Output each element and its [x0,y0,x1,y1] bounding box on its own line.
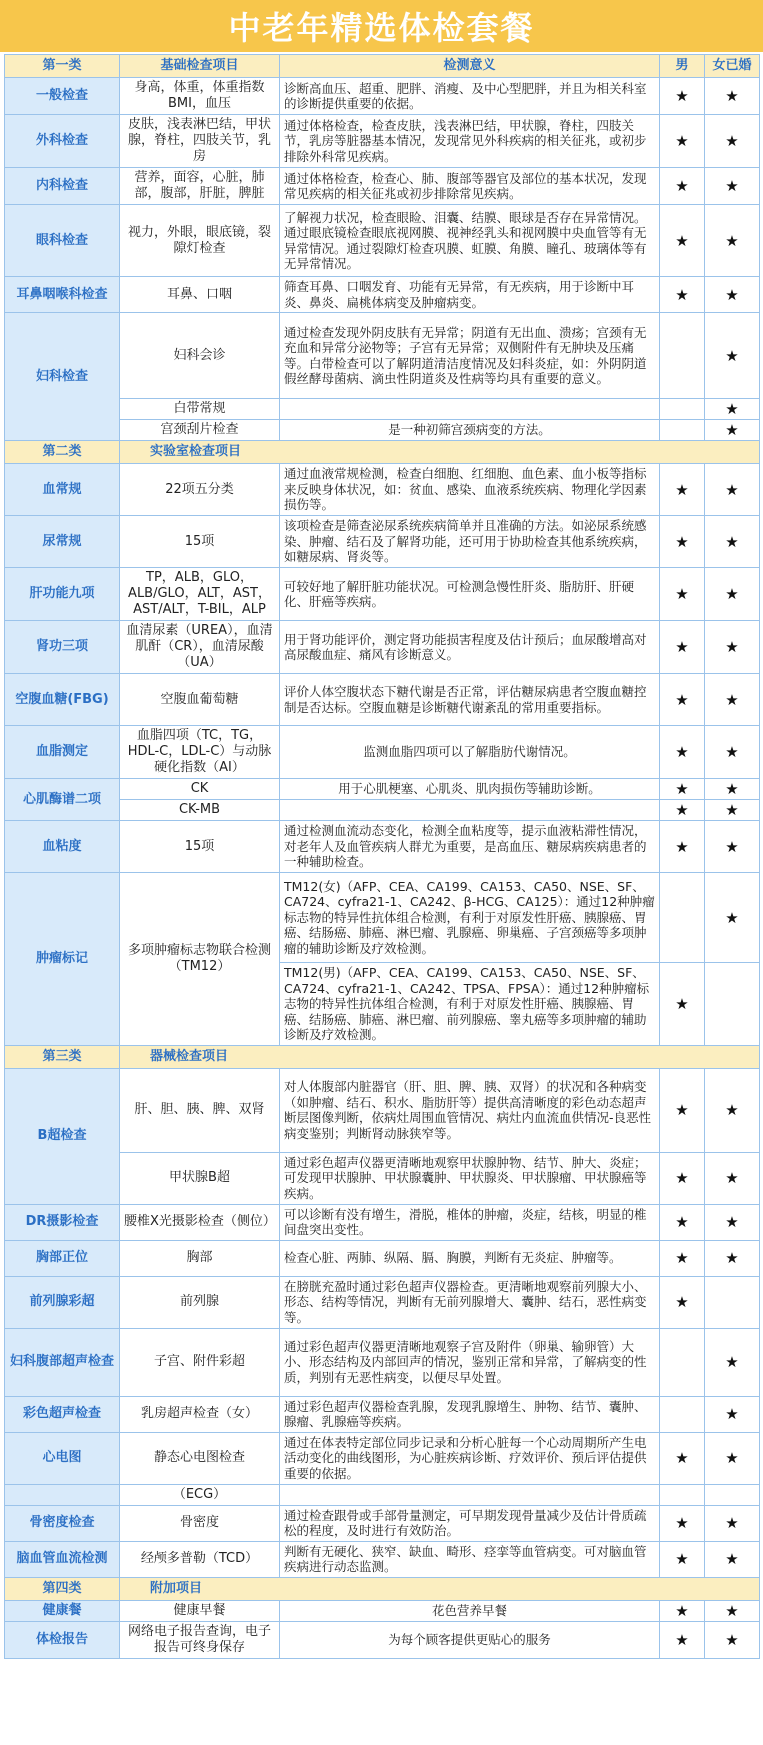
male-star-icon: ★ [660,1541,705,1577]
description-cell: 诊断高血压、超重、肥胖、消瘦、及中心型肥胖，并且为相关科室的诊断提供重要的依据。 [280,78,660,115]
male-star-icon: ★ [660,1204,705,1240]
table-row [5,313,760,399]
category-cell: 肿瘤标记 [5,873,120,1046]
item-cell: 血脂四项（TC，TG，HDL-C，LDL-C）与动脉硬化指数（AI） [120,726,280,779]
description-cell: 通过血液常规检测，检查白细胞、红细胞、血色素、血小板等指标来反映身体状况，如：贫血、感染、血液系统疾病、物理化学因素损伤等。 [280,464,660,516]
male-star-icon: ★ [660,726,705,779]
category-cell: 空腹血糖(FBG) [5,674,120,726]
table-row [5,621,760,674]
description-cell: 可以诊断有没有增生，滑脱，椎体的肿瘤，炎症，结核，明显的椎间盘突出变性。 [280,1204,660,1240]
description-cell: 为每个顾客提供更贴心的服务 [280,1621,660,1658]
female-star-icon: ★ [705,621,760,674]
female-star-icon: ★ [705,873,760,963]
item-cell: 网络电子报告查询，电子报告可终身保存 [120,1621,280,1658]
male-star-icon: ★ [660,115,705,168]
female-star-icon: ★ [705,1505,760,1541]
table-row [5,1068,760,1152]
category-cell [5,1484,120,1505]
header-col5: 女已婚 [705,55,760,78]
male-empty-cell [660,399,705,420]
table-row [5,464,760,516]
table-row [5,1505,760,1541]
female-star-icon: ★ [705,821,760,873]
category-cell: 尿常规 [5,516,120,568]
item-cell: 15项 [120,821,280,873]
description-cell: 通过彩色超声仪器更清晰地观察甲状腺肿物、结节、肿大、炎症；可发现甲状腺肿、甲状腺囊肿、甲状腺炎、甲状腺瘤、甲状腺癌等疾病。 [280,1152,660,1204]
item-cell: 营养，面容，心脏，肺部，腹部，肝脏，脾脏 [120,168,280,205]
table-row [5,516,760,568]
item-cell: 白带常规 [120,399,280,420]
item-cell: 空腹血葡萄糖 [120,674,280,726]
table-row [5,1276,760,1328]
item-cell: 血清尿素（UREA），血清肌酐（CR），血清尿酸（UA） [120,621,280,674]
category-cell: 肝功能九项 [5,568,120,621]
description-cell: 是一种初筛宫颈病变的方法。 [280,420,660,441]
item-cell: 前列腺 [120,1276,280,1328]
female-star-icon: ★ [705,205,760,277]
item-cell: 耳鼻、口咽 [120,277,280,313]
male-star-icon: ★ [660,516,705,568]
female-star-icon: ★ [705,800,760,821]
description-cell [280,800,660,821]
description-cell: 花色营养早餐 [280,1600,660,1621]
male-empty-cell [660,1328,705,1396]
table-row [5,779,760,800]
female-star-icon: ★ [705,568,760,621]
female-star-icon: ★ [705,1240,760,1276]
category-cell: 胸部正位 [5,1240,120,1276]
description-cell: TM12(女)（AFP、CEA、CA199、CA153、CA50、NSE、SF、CA724、cyfra21-1、CA242、β-HCG、CA125）：通过12种肿瘤标志物的特异性抗体组合检测，有利于对原发性肝癌、胰腺癌、胃癌、结肠癌、肺癌、淋巴瘤、乳腺癌、卵巢癌、子宫颈癌等多项肿瘤的辅助诊断及疗效检测。 [280,873,660,963]
male-star-icon: ★ [660,1505,705,1541]
category-cell: 心肌酶谱二项 [5,779,120,821]
table-row [5,277,760,313]
category-cell: 健康餐 [5,1600,120,1621]
male-star-icon: ★ [660,1621,705,1658]
table-row [5,1240,760,1276]
item-cell: 皮肤，浅表淋巴结，甲状腺，脊柱，四肢关节，乳房 [120,115,280,168]
section-name: 附加项目 [120,1577,760,1600]
section-label: 第三类 [5,1045,120,1068]
description-cell: 通过体格检查，检查皮肤，浅表淋巴结，甲状腺，脊柱，四肢关节，乳房等脏器基本情况，发现常见外科疾病的相关征兆，或初步排除外科常见疾病。 [280,115,660,168]
female-star-icon: ★ [705,464,760,516]
table-header [5,55,760,78]
category-cell: 一般检查 [5,78,120,115]
male-star-icon: ★ [660,1152,705,1204]
category-cell: 耳鼻咽喉科检查 [5,277,120,313]
female-star-icon: ★ [705,726,760,779]
item-cell: 子宫、附件彩超 [120,1328,280,1396]
female-star-icon: ★ [705,516,760,568]
male-star-icon: ★ [660,277,705,313]
table-row [5,726,760,779]
male-empty-cell [660,873,705,963]
female-empty-cell [705,1276,760,1328]
page-title: 中老年精选体检套餐 [228,9,535,47]
description-cell: 评价人体空腹状态下糖代谢是否正常，评估糖尿病患者空腹血糖控制是否达标。空腹血糖是诊断糖代谢紊乱的常用重要指标。 [280,674,660,726]
category-cell: 脑血管血流检测 [5,1541,120,1577]
female-star-icon: ★ [705,399,760,420]
female-star-icon: ★ [705,1600,760,1621]
table-row [5,1396,760,1432]
male-empty-cell [660,1396,705,1432]
table-row [5,1600,760,1621]
female-star-icon: ★ [705,1432,760,1484]
description-cell: 用于心肌梗塞、心肌炎、肌肉损伤等辅助诊断。 [280,779,660,800]
table-row [5,1328,760,1396]
male-empty-cell [660,420,705,441]
description-cell: 监测血脂四项可以了解脂肪代谢情况。 [280,726,660,779]
female-star-icon: ★ [705,1152,760,1204]
male-empty-cell [660,1484,705,1505]
category-cell: 妇科检查 [5,313,120,441]
male-star-icon: ★ [660,464,705,516]
male-star-icon: ★ [660,779,705,800]
female-star-icon: ★ [705,1396,760,1432]
item-cell: 乳房超声检查（女） [120,1396,280,1432]
item-cell: 骨密度 [120,1505,280,1541]
male-star-icon: ★ [660,1432,705,1484]
category-cell: 眼科检查 [5,205,120,277]
description-cell: 用于肾功能评价，测定肾功能损害程度及估计预后；血尿酸增高对高尿酸血症、痛风有诊断意义。 [280,621,660,674]
male-star-icon: ★ [660,168,705,205]
table-row [5,1621,760,1658]
table-row [5,115,760,168]
description-cell: 通过检查发现外阴皮肤有无异常；阴道有无出血、溃疡；宫颈有无充血和异常分泌物等；子宫有无异常；双侧附件有无肿块及压痛等。白带检查可以了解阴道清洁度情况及妇科炎症，如：外阴阴道假丝酵母菌病、滴虫性阴道炎及性病等均具有重要的意义。 [280,313,660,399]
table-row [5,1432,760,1484]
section-row [5,441,760,464]
female-empty-cell [705,963,760,1046]
table-row [5,168,760,205]
item-cell: 健康早餐 [120,1600,280,1621]
male-star-icon: ★ [660,963,705,1046]
item-cell: 胸部 [120,1240,280,1276]
female-star-icon: ★ [705,313,760,399]
header-col4: 男 [660,55,705,78]
checkup-table [4,54,760,1659]
item-cell: 腰椎X光摄影检查（侧位） [120,1204,280,1240]
female-star-icon: ★ [705,277,760,313]
item-cell: 妇科会诊 [120,313,280,399]
male-star-icon: ★ [660,568,705,621]
description-cell: 该项检查是筛查泌尿系统疾病简单并且准确的方法。如泌尿系统感染、肿瘤、结石及了解肾功能，还可用于协助检查其他系统疾病，如糖尿病、肾炎等。 [280,516,660,568]
female-star-icon: ★ [705,1541,760,1577]
category-cell: 体检报告 [5,1621,120,1658]
header-col1: 第一类 [5,55,120,78]
section-label: 第四类 [5,1577,120,1600]
description-cell: 检查心脏、两肺、纵隔、膈、胸膜，判断有无炎症、肿瘤等。 [280,1240,660,1276]
item-cell: 视力，外眼，眼底镜，裂隙灯检查 [120,205,280,277]
description-cell [280,1484,660,1505]
header-col2: 基础检查项目 [120,55,280,78]
description-cell: 判断有无硬化、狭窄、缺血、畸形、痉挛等血管病变。可对脑血管疾病进行动态监测。 [280,1541,660,1577]
male-star-icon: ★ [660,1276,705,1328]
female-star-icon: ★ [705,115,760,168]
male-star-icon: ★ [660,1068,705,1152]
section-label: 第二类 [5,441,120,464]
item-cell: 经颅多普勒（TCD） [120,1541,280,1577]
item-cell: 宫颈刮片检查 [120,420,280,441]
item-cell: 静态心电图检查 [120,1432,280,1484]
item-cell: 甲状腺B超 [120,1152,280,1204]
female-star-icon: ★ [705,168,760,205]
description-cell: 通过彩色超声仪器更清晰地观察子宫及附件（卵巢、输卵管）大小、形态结构及内部回声的情况，鉴别正常和异常，了解病变的性质，判别有无恶性病变，以便尽早处置。 [280,1328,660,1396]
item-cell: 肝、胆、胰、脾、双肾 [120,1068,280,1152]
male-star-icon: ★ [660,205,705,277]
table-row [5,568,760,621]
male-star-icon: ★ [660,1240,705,1276]
table-row [5,821,760,873]
table-row [5,1541,760,1577]
category-cell: 心电图 [5,1432,120,1484]
description-cell: 对人体腹部内脏器官（肝、胆、脾、胰、双肾）的状况和各种病变（如肿瘤、结石、积水、脂肪肝等）提供高清晰度的彩色动态超声断层图像判断，依病灶周围血管情况、病灶内血流血供情况-良恶性病变鉴别；判断肾动脉狭窄等。 [280,1068,660,1152]
male-star-icon: ★ [660,621,705,674]
female-star-icon: ★ [705,674,760,726]
description-cell: 可较好地了解肝脏功能状况。可检测急慢性肝炎、脂肪肝、肝硬化、肝癌等疾病。 [280,568,660,621]
female-star-icon: ★ [705,779,760,800]
male-star-icon: ★ [660,821,705,873]
male-star-icon: ★ [660,800,705,821]
title-bar [0,0,763,54]
description-cell: 通过彩色超声仪器检查乳腺，发现乳腺增生、肿物、结节、囊肿、腺瘤、乳腺癌等疾病。 [280,1396,660,1432]
description-cell: 通过检查跟骨或手部骨量测定，可早期发现骨量减少及估计骨质疏松的程度，及时进行有效防治。 [280,1505,660,1541]
category-cell: 彩色超声检查 [5,1396,120,1432]
category-cell: 肾功三项 [5,621,120,674]
category-cell: 骨密度检查 [5,1505,120,1541]
male-star-icon: ★ [660,78,705,115]
male-star-icon: ★ [660,674,705,726]
female-star-icon: ★ [705,78,760,115]
female-star-icon: ★ [705,420,760,441]
description-cell: TM12(男)（AFP、CEA、CA199、CA153、CA50、NSE、SF、CA724、cyfra21-1、CA242、TPSA、FPSA）：通过12种肿瘤标志物的特异性抗体组合检测，有利于对原发性肝癌、胰腺癌、胃癌、结肠癌、肺癌、淋巴瘤、前列腺癌、睾丸癌等多项肿瘤的辅助诊断及疗效检测。 [280,963,660,1046]
description-cell: 通过检测血流动态变化，检测全血粘度等，提示血液粘滞性情况，对老年人及血管疾病人群尤为重要，是高血压、糖尿病疾病患者的一种辅助检查。 [280,821,660,873]
category-cell: 外科检查 [5,115,120,168]
item-cell: 22项五分类 [120,464,280,516]
male-empty-cell [660,313,705,399]
category-cell: DR摄影检查 [5,1204,120,1240]
header-col3: 检测意义 [280,55,660,78]
item-cell: CK-MB [120,800,280,821]
description-cell: 通过在体表特定部位同步记录和分析心脏每一个心动周期所产生电活动变化的曲线图形，为心脏疾病诊断、疗效评价、预后评估提供重要的依据。 [280,1432,660,1484]
table-row [5,205,760,277]
description-cell: 在膀胱充盈时通过彩色超声仪器检查。更清晰地观察前列腺大小、形态、结构等情况，判断有无前列腺增大、囊肿、结石，恶性病变等。 [280,1276,660,1328]
category-cell: 妇科腹部超声检查 [5,1328,120,1396]
item-cell: 15项 [120,516,280,568]
category-cell: 血粘度 [5,821,120,873]
category-cell: 血常规 [5,464,120,516]
description-cell [280,399,660,420]
female-star-icon: ★ [705,1204,760,1240]
description-cell: 了解视力状况，检查眼睑、泪囊、结膜、眼球是否存在异常情况。通过眼底镜检查眼底视网膜、视神经乳头和视网膜中央血管等有无异常情况。通过裂隙灯检查巩膜、虹膜、角膜、瞳孔、玻璃体等有无异常情况。 [280,205,660,277]
description-cell: 筛查耳鼻、口咽发育、功能有无异常，有无疾病，用于诊断中耳炎、鼻炎、扁桃体病变及肿瘤病变。 [280,277,660,313]
female-empty-cell [705,1484,760,1505]
item-cell: TP，ALB，GLO，ALB/GLO，ALT，AST，AST/ALT，T-BIL，ALP [120,568,280,621]
section-row [5,1045,760,1068]
male-star-icon: ★ [660,1600,705,1621]
table-row [5,674,760,726]
table-row [5,78,760,115]
category-cell: 内科检查 [5,168,120,205]
description-cell: 通过体格检查，检查心、肺、腹部等器官及部位的基本状况，发现常见疾病的相关征兆或初步排除常见疾病。 [280,168,660,205]
category-cell: 血脂测定 [5,726,120,779]
item-cell: CK [120,779,280,800]
section-row [5,1577,760,1600]
category-cell: 前列腺彩超 [5,1276,120,1328]
female-star-icon: ★ [705,1621,760,1658]
table-row [5,1204,760,1240]
category-cell: B超检查 [5,1068,120,1204]
female-star-icon: ★ [705,1328,760,1396]
section-name: 实验室检查项目 [120,441,760,464]
table-row [5,1484,760,1505]
item-cell: 多项肿瘤标志物联合检测（TM12） [120,873,280,1046]
table-row [5,873,760,963]
item-cell: （ECG） [120,1484,280,1505]
item-cell: 身高，体重，体重指数BMI，血压 [120,78,280,115]
female-star-icon: ★ [705,1068,760,1152]
section-name: 器械检查项目 [120,1045,760,1068]
